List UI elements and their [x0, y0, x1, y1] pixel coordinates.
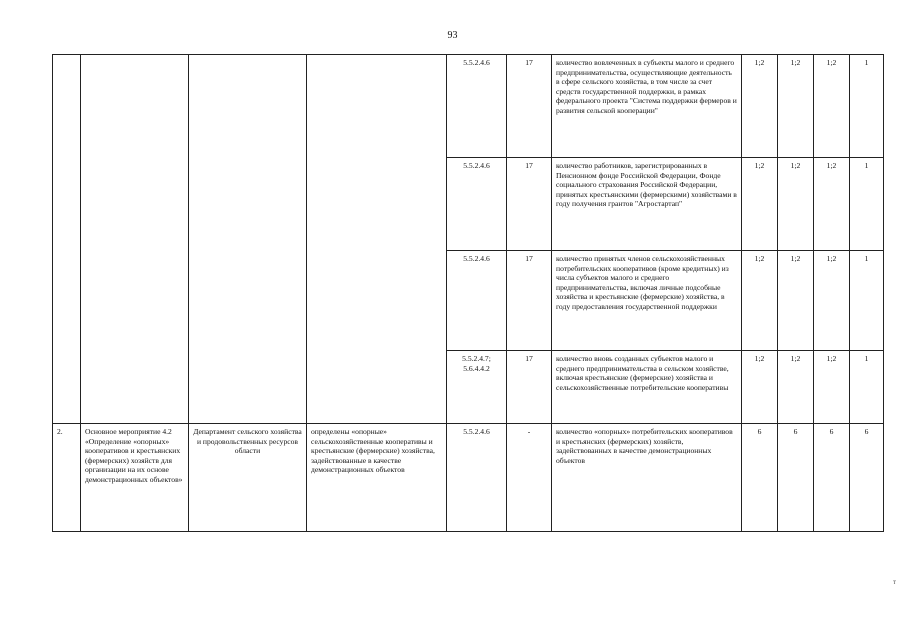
code-cell: 5.5.2.4.6	[447, 251, 507, 351]
number-cell: 17	[507, 158, 552, 251]
indicator-cell: количество вновь созданных субъектов малого и среднего предпринимательства в сельском хозяйстве, включая крестьянские (фермерские) хозяйства и сельскохозяйственные потребительские кооперативы	[552, 351, 742, 424]
value-cell: 1;2	[814, 351, 850, 424]
index-cell: 2.	[53, 424, 81, 532]
code-cell: 5.5.2.4.7; 5.6.4.4.2	[447, 351, 507, 424]
department-cell: Департамент сельского хозяйства и продовольственных ресурсов области	[189, 424, 307, 532]
activity-cell: Основное мероприятие 4.2 «Определение «опорных» кооперативов и крестьянских (фермерских) хозяйств для организации на их основе демонстрационных объектов»	[81, 424, 189, 532]
number-cell: 17	[507, 55, 552, 158]
result-cell-continued	[307, 55, 447, 424]
code-cell: 5.5.2.4.6	[447, 55, 507, 158]
number-cell: 17	[507, 351, 552, 424]
activity-cell-continued	[81, 55, 189, 424]
value-cell: 6	[850, 424, 884, 532]
value-cell: 1;2	[778, 158, 814, 251]
value-cell: 1;2	[742, 351, 778, 424]
value-cell: 6	[778, 424, 814, 532]
value-cell: 1	[850, 351, 884, 424]
value-cell: 1;2	[742, 158, 778, 251]
corner-mark: т	[893, 578, 897, 586]
table-row	[53, 424, 884, 532]
value-cell: 6	[742, 424, 778, 532]
value-cell: 1;2	[778, 351, 814, 424]
number-cell: 17	[507, 251, 552, 351]
indicator-cell: количество принятых членов сельскохозяйственных потребительских кооперативов (кроме кредитных) из числа субъектов малого и среднего предпринимательства, включая личные подсобные хозяйства и крестьянские (фермерские) хозяйства, в году предоставления государственной поддержки	[552, 251, 742, 351]
index-cell-continued	[53, 55, 81, 424]
value-cell: 1	[850, 55, 884, 158]
value-cell: 1;2	[742, 251, 778, 351]
value-cell: 1;2	[778, 251, 814, 351]
result-cell: определены «опорные» сельскохозяйственные кооперативы и крестьянские (фермерские) хозяйства, задействованные в качестве демонстрационных объектов	[307, 424, 447, 532]
table-row	[53, 55, 884, 158]
value-cell: 1;2	[814, 158, 850, 251]
code-cell: 5.5.2.4.6	[447, 424, 507, 532]
indicator-cell: количество вовлеченных в субъекты малого и среднего предпринимательства, осуществляющие деятельность в сфере сельского хозяйства, в том числе за счет средств государственной поддержки, в рамках федерального проекта "Система поддержки фермеров и развития сельской кооперации"	[552, 55, 742, 158]
value-cell: 1	[850, 158, 884, 251]
value-cell: 6	[814, 424, 850, 532]
page-number: 93	[447, 30, 458, 41]
value-cell: 1;2	[814, 251, 850, 351]
value-cell: 1;2	[742, 55, 778, 158]
code-cell: 5.5.2.4.6	[447, 158, 507, 251]
number-cell: -	[507, 424, 552, 532]
department-cell-continued	[189, 55, 307, 424]
program-table	[52, 54, 884, 532]
value-cell: 1;2	[814, 55, 850, 158]
value-cell: 1	[850, 251, 884, 351]
indicator-cell: количество «опорных» потребительских кооперативов и крестьянских (фермерских) хозяйств, задействованных в качестве демонстрационных объектов	[552, 424, 742, 532]
value-cell: 1;2	[778, 55, 814, 158]
indicator-cell: количество работников, зарегистрированных в Пенсионном фонде Российской Федерации, Фонде социального страхования Российской Федерации, принятых крестьянскими (фермерскими) хозяйствами в году получения грантов "Агростартап"	[552, 158, 742, 251]
